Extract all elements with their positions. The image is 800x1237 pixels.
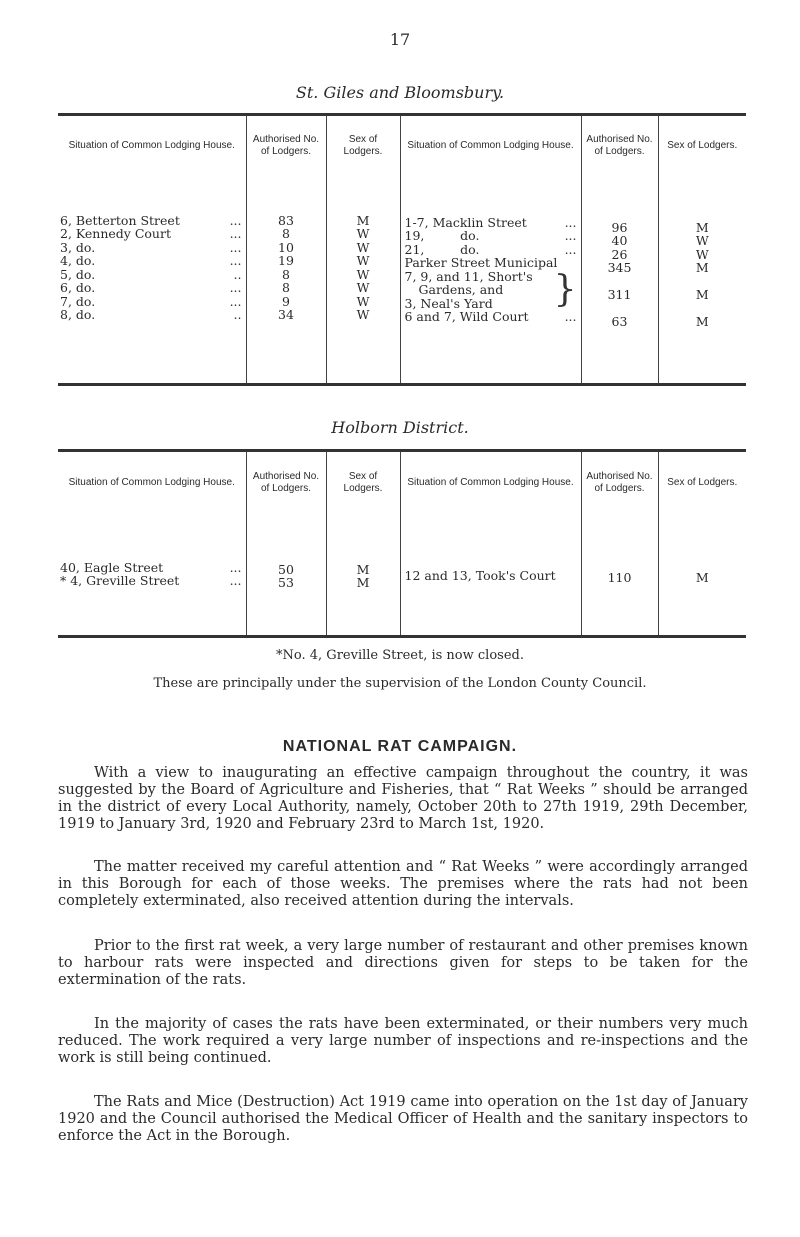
table-row: 6, do. ... xyxy=(60,280,242,295)
lodging-house-name: 6, do. xyxy=(60,280,96,295)
table-row: 4, do. ... xyxy=(60,253,242,268)
section-title-st-giles: St. Giles and Bloomsbury. xyxy=(295,83,505,102)
authorised-number: 26 xyxy=(611,246,628,262)
header-situation: Situation of Common Lodging House. xyxy=(58,451,246,515)
lodging-house-name: 6 and 7, Wild Court xyxy=(404,309,529,324)
campaign-paragraph: The matter received my careful attention and “ Rat Weeks ” were accordingly arranged in this Borough for each of those weeks. The premises where the rats had not been completely exterminated, also received attention during the intervals. xyxy=(58,859,748,909)
authorised-number: 8 xyxy=(282,226,290,241)
authorised-number: 83 xyxy=(278,212,294,228)
sex-value: W xyxy=(356,253,370,268)
authorised-number: 8 xyxy=(282,280,290,295)
table-row: 40, Eagle Street ... xyxy=(60,559,242,575)
authorised-number: 345 xyxy=(607,260,632,275)
authorised-number: 19 xyxy=(278,253,294,268)
header-situation: Situation of Common Lodging House. xyxy=(400,451,581,515)
lodging-house-name: 3, do. xyxy=(60,239,96,255)
campaign-paragraph: With a view to inaugurating an effective campaign throughout the country, it was suggested by the Board of Agriculture and Fisheries, that “ Rat Weeks ” should be arranged in the district of every Local Authority, namely, October 20th to 27th 1919, 29th December, 1919 to January 3rd, 1920 and February 23rd to March 1st, 1920. xyxy=(58,765,748,832)
lodging-house-name: 5, do. xyxy=(60,266,96,282)
authorised-number: 10 xyxy=(278,239,294,255)
sex-value: W xyxy=(356,239,370,255)
header-authorised: Authorised No. of Lodgers. xyxy=(246,451,326,515)
table-row: 6, Betterton Street ... xyxy=(60,212,242,228)
authorised-number: 110 xyxy=(607,569,632,585)
lodging-house-name: 40, Eagle Street xyxy=(60,559,164,575)
lodging-house-name: 12 and 13, Took's Court xyxy=(404,567,556,583)
authorised-number: 34 xyxy=(278,307,294,322)
sex-value: M xyxy=(695,287,709,302)
authorised-number: 96 xyxy=(611,219,628,235)
authorised-number: 8 xyxy=(282,266,290,282)
lodging-house-name: 7, do. xyxy=(60,293,96,309)
campaign-paragraph: In the majority of cases the rats have been exterminated, or their numbers very much reduced. The work required a very large number of inspections and re-inspections and the work is still being continued. xyxy=(58,1016,748,1066)
lodging-house-name: 2, Kennedy Court xyxy=(60,226,171,241)
sex-value: M xyxy=(695,219,709,235)
authorised-number: 9 xyxy=(282,293,290,309)
lodging-house-name: 3, Neal's Yard xyxy=(404,295,493,311)
sex-value: M xyxy=(695,314,709,329)
header-sex: Sex of Lodgers. xyxy=(667,140,738,152)
table-row: 7, do. ... xyxy=(60,293,242,309)
header-situation: Situation of Common Lodging House. xyxy=(58,115,246,177)
sex-value: M xyxy=(695,260,709,275)
sex-value: M xyxy=(356,212,370,228)
header-situation: Situation of Common Lodging House. xyxy=(400,115,581,177)
table-row: 6 and 7, Wild Court ... xyxy=(404,309,577,324)
header-sex: Sex of Lodgers. xyxy=(326,451,400,515)
lodging-house-name: 6, Betterton Street xyxy=(60,212,180,228)
header-authorised: Authorised No. of Lodgers. xyxy=(581,115,658,177)
lodging-house-name: 19, do. xyxy=(404,228,480,243)
campaign-paragraph: The Rats and Mice (Destruction) Act 1919 came into operation on the 1st day of January 1920 and the Council authorised the Medical Officer of Health and the sanitary inspectors to enforce the Act in the Borough. xyxy=(58,1094,748,1144)
sex-value: W xyxy=(356,280,370,295)
footnote: *No. 4, Greville Street, is now closed. xyxy=(276,648,524,663)
header-sex: Sex of Lodgers. xyxy=(667,477,738,489)
page-number: 17 xyxy=(389,30,411,49)
lodging-house-name: 21, do. xyxy=(404,241,480,257)
authorised-number: 63 xyxy=(611,314,628,329)
table-row: 5, do. .. xyxy=(60,266,242,282)
lodging-house-name: 8, do. xyxy=(60,307,96,322)
lodging-house-name: 1-7, Macklin Street xyxy=(404,214,527,230)
sex-value: W xyxy=(356,226,370,241)
st-giles-table xyxy=(58,113,746,386)
sex-value: W xyxy=(695,233,709,248)
section-title-holborn: Holborn District. xyxy=(331,418,469,437)
sex-value: W xyxy=(356,307,370,322)
authorised-number: 40 xyxy=(611,233,628,248)
lodging-house-name: Parker Street Municipal xyxy=(404,255,558,270)
header-authorised: Authorised No. of Lodgers. xyxy=(246,115,326,177)
header-sex: Sex of Lodgers. xyxy=(326,115,400,177)
lodging-house-name: 7, 9, and 11, Short's xyxy=(404,268,533,284)
campaign-heading: NATIONAL RAT CAMPAIGN. xyxy=(282,738,518,755)
supervision-note: These are principally under the supervision of the London County Council. xyxy=(153,676,647,691)
sex-value: W xyxy=(695,246,709,262)
campaign-paragraph: Prior to the first rat week, a very large number of restaurant and other premises known to harbour rats were inspected and directions given for steps to be taken for the extermination of the rats. xyxy=(58,938,748,988)
authorised-number: 53 xyxy=(278,575,294,590)
table-row: 19, do. ... xyxy=(404,228,577,243)
right-brace-icon: } xyxy=(553,268,577,310)
table-row: 21, do. ... xyxy=(404,241,577,257)
table-row: 3, do. ... xyxy=(60,239,242,255)
table-row: 1-7, Macklin Street ... xyxy=(404,214,577,230)
table-row: 2, Kennedy Court ... xyxy=(60,226,242,241)
lodging-house-name: 4, do. xyxy=(60,253,96,268)
holborn-table xyxy=(58,449,746,638)
authorised-number: 311 xyxy=(607,287,632,302)
short-gardens-group xyxy=(405,270,577,311)
sex-value: M xyxy=(356,561,370,577)
sex-value: M xyxy=(695,569,709,585)
lodging-house-name: Gardens, and xyxy=(418,282,504,297)
table-row: 8, do. .. xyxy=(60,307,242,322)
sex-value: W xyxy=(356,293,370,309)
lodging-house-name: * 4, Greville Street xyxy=(60,573,180,588)
sex-value: W xyxy=(356,266,370,282)
header-authorised: Authorised No. of Lodgers. xyxy=(581,451,658,515)
authorised-number: 50 xyxy=(278,561,294,577)
table-row: * 4, Greville Street ... xyxy=(60,573,242,588)
sex-value: M xyxy=(356,575,370,590)
